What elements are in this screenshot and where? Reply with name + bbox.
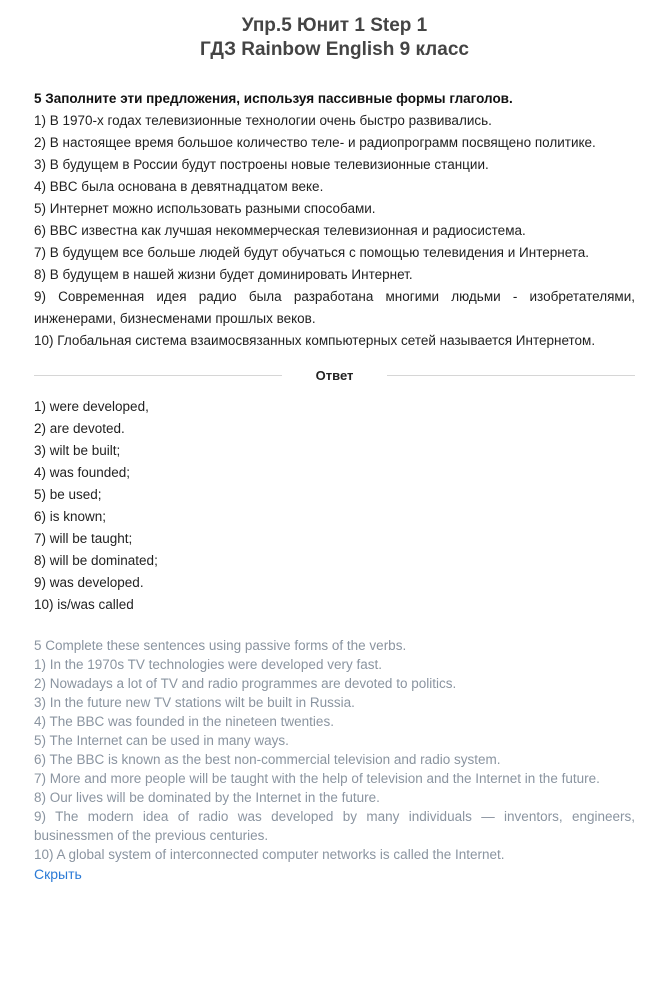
answer-item: 10) is/was called — [34, 597, 134, 612]
english-item: 4) The BBC was founded in the nineteen twenties. — [34, 714, 334, 729]
task-item: 6) BBC известна как лучшая некоммерческая телевизионная и радиосистема. — [34, 223, 526, 238]
answer-divider — [34, 364, 635, 386]
task-item: 5) Интернет можно использовать разными способами. — [34, 201, 376, 216]
answer-item: 3) wilt be built; — [34, 443, 121, 458]
task-heading: 5 Заполните эти предложения, используя пассивные формы глаголов. — [34, 91, 513, 106]
page-subtitle: ГДЗ Rainbow English 9 класс — [200, 39, 469, 60]
answer-item: 8) will be dominated; — [34, 553, 158, 568]
english-item: 7) More and more people will be taught with the help of television and the Internet in the future. — [34, 771, 600, 786]
answer-item: 6) is known; — [34, 509, 107, 524]
english-list — [34, 655, 635, 864]
answer-list — [34, 396, 635, 616]
task-item: 2) В настоящее время большое количество теле- и радиопрограмм посвящено политике. — [34, 135, 596, 150]
divider-line-right — [387, 375, 635, 376]
english-item: 9) The modern idea of radio was developed by many individuals — inventors, engineers, businessmen of the previous centuries. — [34, 809, 635, 843]
task-item: 4) BBC была основана в девятнадцатом веке. — [34, 179, 324, 194]
answer-item: 4) was founded; — [34, 465, 131, 480]
answer-label: Ответ — [315, 367, 354, 383]
answer-item: 7) will be taught; — [34, 531, 133, 546]
english-item: 8) Our lives will be dominated by the Internet in the future. — [34, 790, 380, 805]
english-item: 6) The BBC is known as the best non-commercial television and radio system. — [34, 752, 501, 767]
hide-link[interactable]: Скрыть — [34, 866, 82, 882]
english-item: 10) A global system of interconnected computer networks is called the Internet. — [34, 847, 505, 862]
english-item: 2) Nowadays a lot of TV and radio programmes are devoted to politics. — [34, 676, 457, 691]
english-item: 5) The Internet can be used in many ways. — [34, 733, 289, 748]
page-header — [34, 14, 635, 62]
page-title: Упр.5 Юнит 1 Step 1 — [241, 15, 428, 36]
task-item: 9) Современная идея радио была разработана многими людьми - изобретателями, инженерами, бизнесменами прошлых веков. — [34, 289, 635, 326]
answer-item: 2) are devoted. — [34, 421, 125, 436]
answer-item: 1) were developed, — [34, 399, 149, 414]
english-item: 3) In the future new TV stations wilt be built in Russia. — [34, 695, 355, 710]
divider-line-left — [34, 375, 282, 376]
task-item: 7) В будущем все больше людей будут обучаться с помощью телевидения и Интернета. — [34, 245, 590, 260]
task-item: 3) В будущем в России будут построены новые телевизионные станции. — [34, 157, 489, 172]
task-item: 10) Глобальная система взаимосвязанных компьютерных сетей называется Интернетом. — [34, 333, 596, 348]
task-item: 1) В 1970-х годах телевизионные технологии очень быстро развивались. — [34, 113, 492, 128]
answer-item: 5) be used; — [34, 487, 102, 502]
answer-item: 9) was developed. — [34, 575, 144, 590]
english-item: 1) In the 1970s TV technologies were developed very fast. — [34, 657, 382, 672]
english-heading: 5 Complete these sentences using passive forms of the verbs. — [34, 638, 407, 653]
task-item: 8) В будущем в нашей жизни будет доминировать Интернет. — [34, 267, 413, 282]
task-list — [34, 110, 635, 352]
